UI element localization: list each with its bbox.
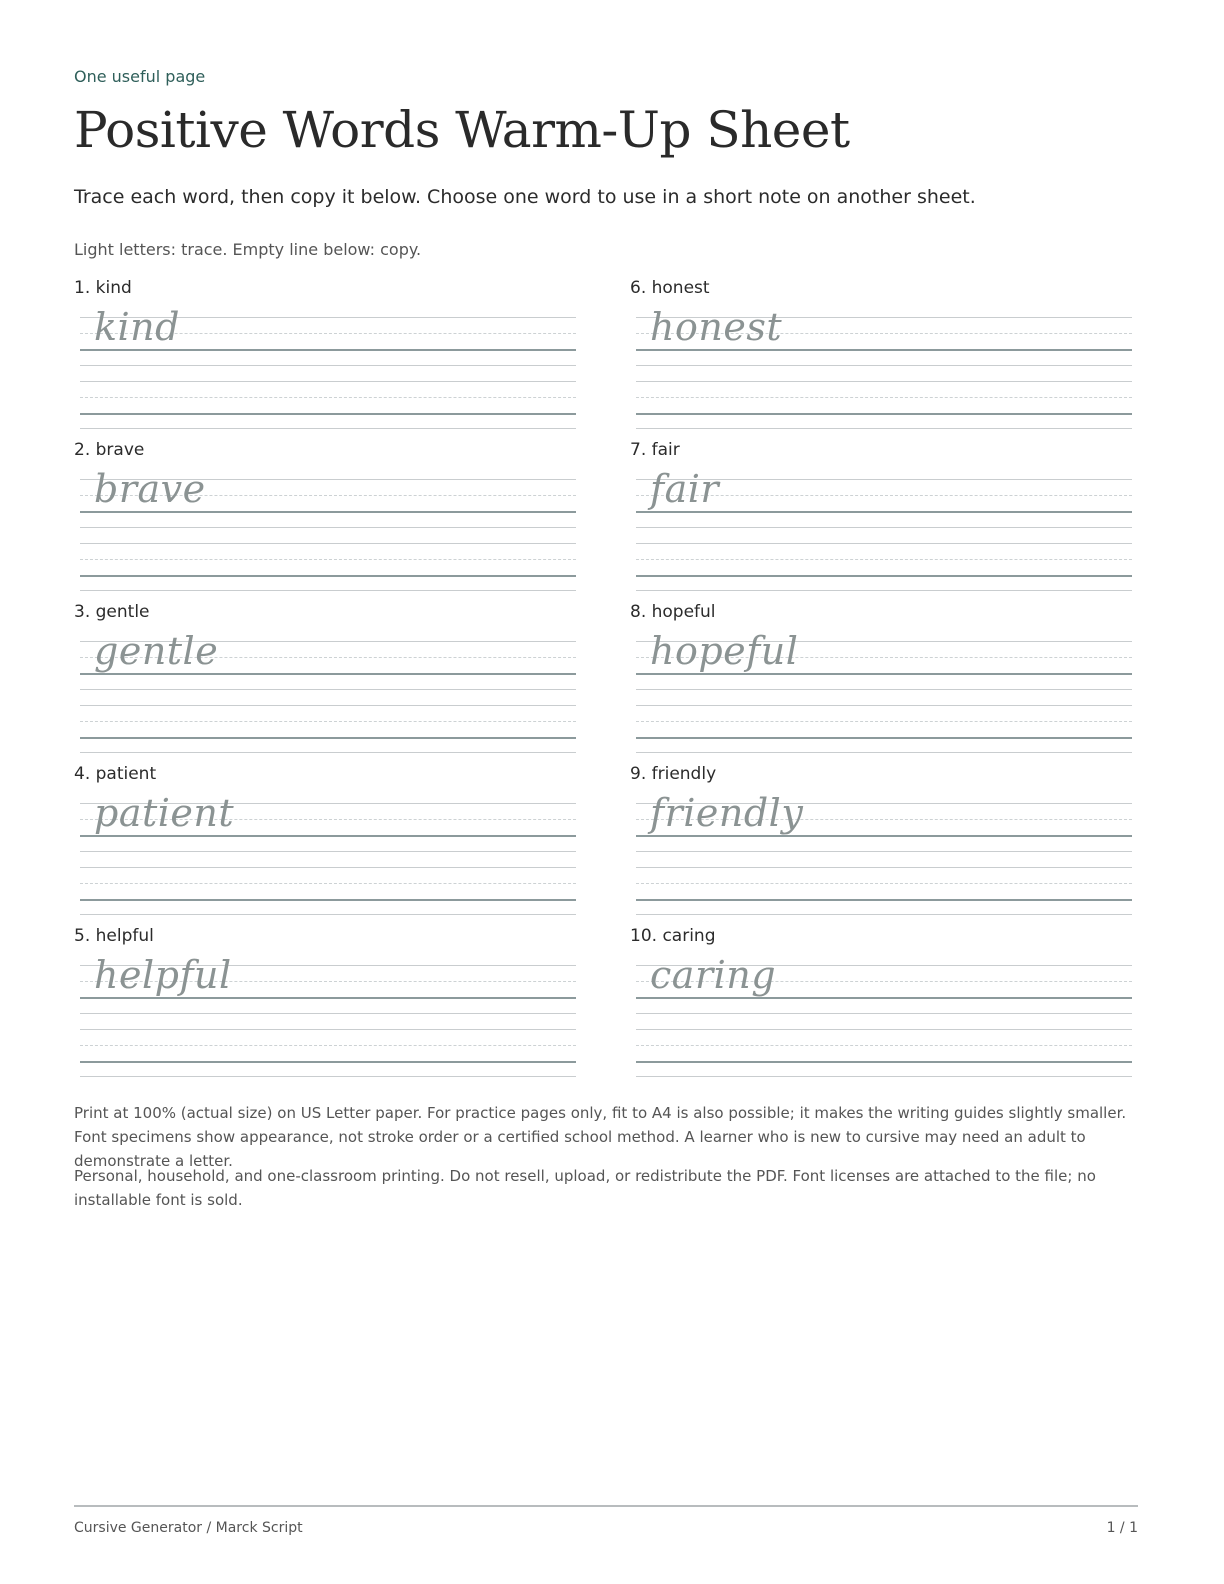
guide-line: [80, 883, 576, 884]
word-label: 4. patient: [74, 764, 157, 784]
writing-guides: [636, 791, 1132, 915]
guide-line: [636, 1013, 1132, 1014]
trace-word: brave: [94, 467, 206, 511]
word-practice-block: [74, 277, 576, 429]
guide-line: [636, 737, 1132, 739]
writing-guides: [80, 467, 576, 591]
guide-line: [636, 851, 1132, 852]
writing-guides: [80, 305, 576, 429]
writing-guides: [80, 953, 576, 1077]
writing-guides: [636, 305, 1132, 429]
word-label: 2. brave: [74, 440, 145, 460]
word-practice-block: [630, 439, 1132, 591]
guide-line: [636, 997, 1132, 999]
guide-line: [80, 527, 576, 528]
guide-line: [80, 575, 576, 577]
guide-line: [80, 590, 576, 591]
guide-line: [636, 590, 1132, 591]
guide-line: [636, 559, 1132, 560]
guide-line: [80, 835, 576, 837]
guide-line: [80, 737, 576, 739]
intro-text: Trace each word, then copy it below. Choose one word to use in a short note on another sheet.: [74, 186, 976, 208]
guide-line: [80, 559, 576, 560]
word-label: 3. gentle: [74, 602, 150, 622]
guide-line: [636, 689, 1132, 690]
guide-line: [636, 349, 1132, 351]
guide-line: [636, 867, 1132, 868]
guide-line: [636, 914, 1132, 915]
guide-line: [80, 899, 576, 901]
guide-line: [80, 1013, 576, 1014]
guide-line: [636, 1029, 1132, 1030]
worksheet-page: [74, 0, 1138, 1584]
trace-word: caring: [650, 953, 777, 997]
trace-word: honest: [650, 305, 783, 349]
trace-word: fair: [650, 467, 720, 511]
word-practice-block: [630, 601, 1132, 753]
word-label: 7. fair: [630, 440, 680, 460]
guide-line: [636, 397, 1132, 398]
word-practice-block: [630, 277, 1132, 429]
guide-line: [80, 689, 576, 690]
guide-line: [80, 914, 576, 915]
guide-line: [636, 721, 1132, 722]
guide-line: [80, 349, 576, 351]
license-note: Personal, household, and one-classroom printing. Do not resell, upload, or redistribute the PDF. Font licenses are attached to the file; no installable font is sold.: [74, 1167, 1096, 1209]
word-practice-block: [74, 763, 576, 915]
guide-line: [80, 1029, 576, 1030]
guide-line: [636, 835, 1132, 837]
guide-line: [636, 381, 1132, 382]
guide-line: [636, 1061, 1132, 1063]
guide-line: [80, 673, 576, 675]
word-practice-block: [74, 439, 576, 591]
guide-line: [80, 428, 576, 429]
guide-line: [80, 381, 576, 382]
guide-line: [636, 543, 1132, 544]
guide-line: [636, 575, 1132, 577]
guide-line: [636, 899, 1132, 901]
word-label: 10. caring: [630, 926, 716, 946]
guide-line: [80, 867, 576, 868]
page-title: Positive Words Warm-Up Sheet: [74, 101, 850, 159]
guide-line: [80, 413, 576, 415]
trace-word: helpful: [94, 953, 232, 997]
guide-line: [636, 527, 1132, 528]
footer-page-number: 1 / 1: [1106, 1520, 1138, 1536]
footer-divider: [74, 1505, 1138, 1507]
word-practice-block: [74, 601, 576, 753]
word-label: 1. kind: [74, 278, 132, 298]
writing-guides: [636, 467, 1132, 591]
trace-word: gentle: [94, 629, 219, 673]
guide-line: [80, 752, 576, 753]
guide-line: [636, 428, 1132, 429]
trace-word: hopeful: [650, 629, 799, 673]
print-note: Print at 100% (actual size) on US Letter paper. For practice pages only, fit to A4 is also possible; it makes the writing guides slightly smaller. Font specimens show appearance, not stroke order or a certified school method. A learner who is new to cursive may need an adult to demonstrate a letter.: [74, 1104, 1127, 1170]
footer-source: Cursive Generator / Marck Script: [74, 1520, 303, 1536]
guide-line: [80, 997, 576, 999]
word-practice-block: [630, 925, 1132, 1077]
guide-line: [80, 1061, 576, 1063]
guide-line: [636, 752, 1132, 753]
guide-line: [80, 1045, 576, 1046]
guide-line: [80, 397, 576, 398]
guide-line: [636, 1076, 1132, 1077]
word-practice-block: [74, 925, 576, 1077]
guide-line: [636, 511, 1132, 513]
word-label: 5. helpful: [74, 926, 154, 946]
writing-guides: [636, 953, 1132, 1077]
guide-line: [636, 365, 1132, 366]
guide-line: [636, 1045, 1132, 1046]
word-label: 9. friendly: [630, 764, 717, 784]
trace-word: friendly: [650, 791, 804, 835]
writing-guides: [80, 791, 576, 915]
word-label: 8. hopeful: [630, 602, 716, 622]
trace-word: patient: [94, 791, 235, 835]
word-label: 6. honest: [630, 278, 710, 298]
writing-guides: [80, 629, 576, 753]
eyebrow-text: One useful page: [74, 67, 206, 86]
word-practice-block: [630, 763, 1132, 915]
legend-text: Light letters: trace. Empty line below: copy.: [74, 240, 422, 259]
guide-line: [636, 705, 1132, 706]
trace-word: kind: [94, 305, 180, 349]
guide-line: [636, 413, 1132, 415]
guide-line: [80, 511, 576, 513]
guide-line: [80, 1076, 576, 1077]
writing-guides: [636, 629, 1132, 753]
guide-line: [80, 851, 576, 852]
guide-line: [80, 365, 576, 366]
guide-line: [80, 705, 576, 706]
guide-line: [80, 721, 576, 722]
guide-line: [636, 673, 1132, 675]
guide-line: [636, 883, 1132, 884]
guide-line: [80, 543, 576, 544]
